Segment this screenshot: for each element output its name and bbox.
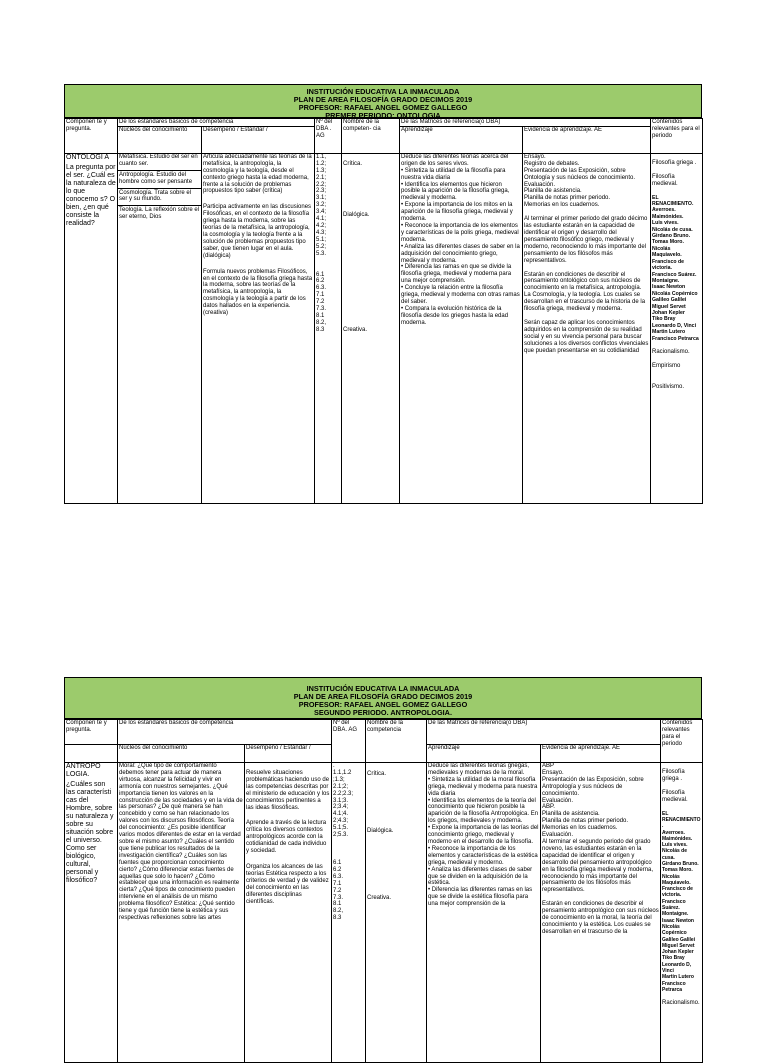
dba-code: 4.3; — [316, 229, 327, 236]
nombre-cell — [366, 763, 427, 1063]
contenido-item: Filosofía griega . — [652, 159, 697, 166]
dba-code: 8.2, — [316, 319, 327, 326]
dba-code: 1.1, — [316, 153, 327, 160]
contenido-item: Francisco Petrarca — [662, 980, 686, 993]
dba-code: 2.2;2.3; — [333, 790, 354, 797]
contenidos-cell — [651, 153, 703, 503]
dba-code: 2;4.3; — [333, 818, 349, 825]
header-line: PROFESOR: RAFAEL ANGEL GOMEZ GALLEGO — [298, 700, 468, 709]
header-line: PROFESOR: RAFAEL ANGEL GOMEZ GALLEGO — [298, 103, 468, 112]
aprendizaje-item: • Sintetiza la utilidad de la moral filosofía griega, medieval y moderna para nuestra vida diaria — [428, 776, 538, 797]
contenido-item: Nicolás Maquiavelo. — [652, 245, 682, 259]
contenido-item: Francisco Petrarca — [652, 335, 699, 342]
contenido-item: Miguel Servet — [662, 942, 695, 949]
dba-code: 1.3; — [316, 167, 327, 174]
contenido-item: Girdano Bruno. — [652, 233, 691, 240]
dba-code: 7.1 — [316, 292, 325, 299]
dba-code: 1.2; — [316, 160, 327, 167]
evidencia-cell — [541, 763, 661, 1063]
col-header-componente: Componen te y pregunta. — [65, 119, 118, 154]
dba-code: . — [333, 763, 335, 769]
contenido-item: Averroes. — [662, 829, 685, 836]
dba-code: 8.3 — [316, 326, 325, 333]
col-header-nombre: Nombre de la competen- cia — [342, 119, 400, 154]
contenido-item: Racionalismo. — [662, 1000, 700, 1007]
contenido-item: Filosofía medieval. — [652, 173, 678, 187]
dba-cell — [332, 763, 366, 1063]
col-header-matrices: De las Matrices de referencia(o DBA) — [427, 720, 661, 745]
aprendizaje-item: • Analiza las diferentes clases de saber que se dividen en la adquisición de la estética. — [428, 866, 533, 887]
contenido-item: Girdano Bruno. — [662, 861, 699, 867]
contenido-item: Francisco Suárez. — [662, 898, 686, 912]
sheet-header — [64, 677, 702, 719]
contenido-item: Nicolás de cusa. — [662, 848, 688, 861]
aprendizaje-cell — [400, 153, 523, 503]
evidencia-item: Presentación de las Exposición, sobre Antropología y sus núcleos de conocimiento. — [542, 776, 644, 797]
dba-code: 4.1; — [316, 216, 327, 223]
aprendizaje-item: • Expone la importancia de los mitos en la aparición de la filosofía griega, medieval y moderna. — [401, 202, 513, 223]
nucleos-cell: Moral: ¿Qué tipo de comportamiento debemos tener para actuar de manera virtuosa, alcanzar la felicidad y vivir en armonía con nuestros semejantes. ¿Qué importancia tienen los valores en la construcción de las sociedades y en la vida de las personas? ¿De qué manera se han concebido y como se han relacionado los valores con los discursos filosóficos. Teoría del conocimiento: ¿Es posible identificar varios modos diferentes de estar en la verdad sobre el mismo asunto? ¿Cuáles el sentido que tiene publicar los resultados de la investigación científica? ¿Cuáles son las fuentes que proporcionan conocimiento cierto? ¿Cómo diferenciar estas fuentes de aquellas que solo lo hacen? ¿Cómo establecer que una información es realmente cierta? ¿Qué tipos de conocimiento pueden interviene en el análisis de un mismo problema filosófico? Estética: ¿Qué sentido tiene y qué función tiene la estética y sus respectivas reflexiones sobre las artes — [118, 763, 245, 1063]
dba-code: 1.1,1.2 — [333, 769, 352, 776]
contenido-item: Empirismo — [652, 362, 681, 369]
contenido-item: Nicolás Maquiavelo. — [662, 873, 691, 886]
evidencia-item: Planilla de asistencia. — [542, 811, 600, 818]
dba-code: 3.4; — [316, 209, 327, 216]
dba-code: 2.3; — [316, 188, 327, 195]
contenido-item: Maimónides. — [662, 835, 693, 842]
aprendizaje-item: Deduce las diferentes teorías griegas, medievales y modernas de la moral. — [428, 763, 530, 776]
desempeno-item: Articula adecuadamente las teorías de la metafísica, la antropología, la cosmología y la teología, desde el contexto griego hasta la edad moderna, frente a la solución de problemas propuestos tipo saber (crítica) — [203, 153, 312, 195]
dba-code: 6.1 — [316, 271, 325, 278]
contenido-item: Nicolás Copérnico — [662, 923, 687, 937]
competencia-name: Creativa. — [343, 326, 368, 333]
dba-code: 2;5.3. — [333, 832, 349, 839]
dba-code: 5.2; — [316, 243, 327, 250]
dba-code: 2;3.4; — [333, 804, 349, 811]
componente-question: ¿Cuáles son las característi cas del Hombre, sobre su naturaleza y sobre su situación sobre el universo. Como ser biológico, cultural, personal y filosófico? — [66, 781, 114, 884]
componente-question: La pregunta por el ser. ¿Cuál es la naturaleza de lo que conocemo s? O bien, ¿en qué consiste la realidad? — [66, 163, 116, 227]
col-header-evidencia: Evidencia de aprendizaje. AE — [541, 745, 661, 763]
col-header-componente: Componen te y pregunta. — [65, 720, 118, 745]
contenido-item: Isaac Newton — [652, 284, 686, 291]
contenido-item: Tomas Moro. — [662, 867, 693, 874]
dba-code: 7.3. — [316, 306, 327, 313]
col-header-nucleos: Núcleos del conocimiento — [118, 126, 202, 153]
aprendizaje-item: • Concluye la relación entre la filosofía griega, medieval y moderna con otras ramas del saber. — [401, 285, 520, 305]
header-line: SEGUNDO PERIODO. ANTROPOLOGIA. — [314, 708, 452, 717]
col-header-matrices: De las Matrices de referencia(o DBA) — [400, 119, 651, 127]
contenido-item: Johan Kepler — [662, 949, 694, 956]
evidencia-item: Al terminar el primer periodo del grado décimo las estudiante estarán en la capacidad de identificar el origen y desarrollo del pensamiento filosófico griego, medieval y moderno, reconociendo lo más importante del pensamiento de los filósofos más representativos. — [524, 216, 648, 264]
dba-code: 6.1 — [333, 859, 342, 866]
componente-cell — [65, 763, 118, 1063]
col-header-contenidos: Contenidos relevantes para el periodo — [661, 720, 703, 763]
dba-code: 8.1 — [316, 312, 325, 319]
aprendizaje-item: • Analiza las diferentes clases de saber en la adquisición del conocimiento griego, medieval y moderna. — [401, 243, 520, 264]
aprendizaje-item: • Reconoce la importancia de los elementos y características de la polis griega, medieval moderna. — [401, 222, 519, 243]
dba-code: 3.1;3. — [333, 797, 349, 804]
contenido-item: Francisco Suárez. — [652, 271, 697, 278]
contenido-item: Francisco de victoria. — [662, 886, 693, 899]
contenido-item: Racionalismo. — [652, 348, 690, 355]
dba-code: 8.1 — [333, 901, 342, 908]
contenido-item: Montaigne. — [652, 277, 680, 284]
aprendizaje-item: • Identifica los elementos que hicieron posible la aparición de la filosofía griega, medieval y moderna. — [401, 181, 510, 202]
dba-code: 2.2; — [316, 181, 327, 188]
contenido-item: Johan Kepler — [652, 309, 685, 316]
dba-code: 5.3. — [316, 250, 327, 257]
componente-cell — [65, 153, 118, 503]
contenido-item: Miguel Servet — [652, 303, 686, 310]
contenido-item: Tiko Bray — [662, 955, 685, 962]
aprendizaje-item: • Diferencia las ramas en que se divide la filosofía griega, medieval y moderna para una mejor comprensión. — [401, 264, 512, 285]
contenido-item: Galileo Galilei — [652, 297, 687, 304]
evidencia-item: Evaluación. — [542, 797, 574, 804]
contenido-item: Averroes. — [652, 207, 676, 214]
col-header-contenidos: Contenidos relevantes para el periodo — [651, 119, 703, 154]
header-line: PLAN DE AREA FILOSOFÍA GRADO DECIMOS 2019 — [293, 95, 473, 104]
contenido-item: Martin Lutero — [662, 974, 694, 981]
nucleo-item: Cosmología. Trata sobre el ser y su mundo. — [119, 189, 192, 203]
dba-code: 7.3. — [333, 894, 344, 901]
evidencia-item: Planilla de asistencia. — [524, 188, 582, 195]
plan-sheet-period-2 — [64, 677, 702, 1063]
desempeno-item: Participa activamente en las discusiones Filosóficas, en el contexto de la filosofía griega hasta la moderna, sobre las teorías de la metafísica, la antropología, la cosmología y la teología frente a la solución de problemas propuestos tipo saber, que tienen lugar en el aula. (dialógica) — [203, 204, 312, 259]
evidencia-item: Memorias en los cuadernos. — [524, 202, 600, 209]
evidencia-item: ABP. — [542, 804, 555, 811]
contenido-item: EL RENACIMIENTO. — [662, 810, 701, 830]
evidencia-item: Planilla de notas primer periodo. — [524, 195, 611, 202]
aprendizaje-item: • Identifica los elementos de la teoría del conocimiento que hicieron posible la aparición de la filosofía Antropológica. En los griegos, medievales y moderna. — [428, 797, 539, 825]
col-header-desempeno: Desempeño / Estándar / — [245, 745, 332, 763]
dba-code: 8.2, — [333, 908, 344, 915]
contenido-item: Francisco de victoria. — [652, 258, 685, 272]
dba-code: 2.1; — [316, 174, 327, 181]
dba-code: 7.2 — [316, 299, 325, 306]
nucleo-item: Teología. La reflexión sobre el ser eterno, Dios — [119, 207, 200, 221]
dba-code: 7.1 — [333, 880, 342, 887]
dba-code: 2.1;2; — [333, 783, 349, 790]
evidencia-item: Evaluación. — [542, 832, 574, 839]
contenido-item: Luis vives. — [652, 220, 679, 227]
evidencia-item: Estarán en condiciones de describir el pensamiento ontológico con sus núcleos de conocimiento en la metafísica, antropología. La Cosmología, y la teología. Los cuales se desarrollan en el trascurso de la historia de la filosofía griega, medieval y moderna. — [524, 271, 646, 313]
desempeno-item: Aprende a través de la lectura crítica los diversos contextos antropológicos acorde con la cotidianidad de cada individuo y sociedad. — [246, 820, 327, 855]
contenido-item: Filosofía griega . — [662, 769, 685, 782]
contenido-item: Leonardo D, Vinci — [652, 322, 697, 329]
evidencia-item: Presentación de las Exposición, sobre Ontología y sus núcleos de conocimiento. — [524, 167, 636, 181]
aprendizaje-cell — [427, 763, 541, 1063]
competencia-name: Dialógica. — [343, 211, 370, 218]
contenidos-cell — [661, 763, 703, 1063]
contenido-item: Nicolás de cusa. — [652, 226, 693, 233]
evidencia-item: Serán capaz de aplicar los conocimientos adquiridos en la comprensión de su realidad social y en su vivencia personal para buscar soluciones a los diversos conflictos vivenciales que puedan presentarse en su cotidianidad — [524, 319, 649, 354]
col-header-nucleos: Núcleos del conocimiento — [118, 745, 245, 763]
dba-code: 6.3. — [333, 873, 344, 880]
col-header-aprendizaje: Aprendizaje — [427, 745, 541, 763]
contenido-item: Montaigne. — [662, 911, 689, 918]
evidencia-item: Al terminar el segundo periodo del grado noveno, las estudiantes estarán en la capacidad de identificar el origen y desarrollo del pensamiento antropológico en la filosofía griega medieval y moderna, reconociendo lo más importante del pensamiento de los filósofos más representativos. — [542, 838, 654, 894]
col-header-estandares: De los estándares básicos de competencia — [118, 119, 315, 127]
contenido-item: Leonardo D, Vinci — [662, 961, 692, 975]
evidencia-item: Evaluación. — [524, 181, 556, 188]
contenido-item: Galileo Galilei — [662, 936, 696, 943]
dba-code: 4.2; — [316, 222, 327, 229]
dba-code: 5.1;5. — [333, 825, 349, 832]
dba-code: 8.3 — [333, 915, 342, 922]
col-header-evidencia: Evidencia de aprendizaje. AE — [523, 126, 651, 153]
plan-sheet-period-1 — [64, 84, 702, 504]
dba-code: ;1.3; — [333, 776, 345, 783]
dba-code: 5.1; — [316, 236, 327, 243]
desempeno-item: Resuelve situaciones problemáticas haciendo uso de las competencias descritas por el ministerio de educación y los conocimientos pertinentes a las ideas filosóficas. — [246, 770, 330, 811]
nucleos-cell — [118, 153, 202, 503]
evidencia-item: Ensayo. — [524, 153, 546, 160]
contenido-item: Nicolás Copérnico — [652, 290, 698, 297]
header-line: PREMER PERIODO: ONTOLOGIA — [325, 111, 441, 120]
aprendizaje-item: • Diferencia las diferentes ramas en las que se divide la estética filosofía para una mejor comprensión de la — [428, 887, 533, 908]
componente-title: ANTROPO LOGIA. — [66, 763, 101, 778]
dba-code: 3.2; — [316, 202, 327, 209]
dba-code: 6.2 — [333, 866, 342, 873]
evidencia-item: Registro de debates. — [524, 160, 580, 167]
col-header-dba: Nº del DBA . AG — [315, 119, 342, 154]
competencia-name: Creativa. — [367, 894, 392, 901]
dba-cell — [315, 153, 342, 503]
evidencia-item: Memorias en los cuadernos. — [542, 825, 618, 832]
evidencia-item: ABP — [542, 763, 555, 769]
nucleo-item: Metafísica. Estudio del ser en cuanto ser. — [119, 153, 198, 167]
desempeno-item: Organiza los alcances de las teorías Estética respecto a los criterios de verdad y de validez del conocimiento en las diferentes disciplinas científicas. — [246, 863, 329, 905]
contenido-item: EL RENACIMIENTO. — [652, 194, 694, 208]
componente-title: ONTOLOGI A — [66, 153, 110, 161]
competencia-name: Crítica. — [343, 160, 363, 167]
col-header-dba: Nº del DBA. AG — [332, 720, 366, 763]
plan-table — [64, 719, 703, 1063]
competencia-name: Crítica. — [367, 771, 387, 777]
nombre-cell — [342, 153, 400, 503]
contenido-item: Martin Lutero — [652, 329, 686, 336]
header-line: PLAN DE AREA FILOSOFÍA GRADO DECIMOS 2019 — [293, 692, 473, 701]
dba-code: 4.1;4. — [333, 811, 349, 818]
aprendizaje-item: • Sintetiza la utilidad de la filosofía para nuestra vida diaria — [401, 167, 506, 181]
contenido-item: Maimónides. — [652, 213, 684, 220]
dba-code: 6.2 — [316, 278, 325, 285]
contenido-item: Positivismo. — [652, 383, 685, 390]
contenido-item: Luis vives. — [662, 842, 688, 849]
desempeno-cell — [202, 153, 315, 503]
contenido-item: Tiko Bray — [652, 316, 676, 323]
plan-table — [64, 118, 703, 504]
aprendizaje-item: • Expone la importancia de las teorías del conocimiento griego, medieval y moderno en el desarrollo de la filosofía. — [428, 825, 539, 845]
desempeno-cell — [245, 763, 332, 1063]
evidencia-item: Planilla de notas primer periodo. — [542, 818, 629, 825]
desempeno-item: Formula nuevos problemas Filosóficos, en el contexto de la filosofía griega hasta la moderna, sobre las teorías de la metafísica, la antropología, la cosmología y la teología a partir de los datos hallados en la experiencia. (creativa) — [203, 268, 313, 317]
dba-code: 6.3. — [316, 285, 327, 292]
contenido-item: Tomas Moro. — [652, 239, 684, 246]
competencia-name: Dialógica. — [367, 827, 394, 834]
sheet-header — [64, 84, 702, 118]
evidencia-cell — [523, 153, 651, 503]
header-line: INSTITUCIÓN EDUCATIVA LA INMACULADA — [306, 87, 460, 96]
aprendizaje-item: • Reconoce la importancia de los elementos y características de la estética griega, medieval y moderno. — [428, 845, 538, 866]
col-header-estandares: De los estándares básicos de competencia — [118, 720, 332, 745]
aprendizaje-item: • Compara la evolución histórica de la filosofía desde los griegos hasta la edad moderna. — [401, 305, 509, 326]
contenido-item: Filosofía medieval. — [662, 789, 688, 803]
col-header-desempeno: Desempeño / Estándar / — [202, 126, 315, 153]
evidencia-item: Estarán en condiciones de describir el pensamiento antropológico con sus núcleos de conocimiento en la moral, la teoría del conocimiento y la estética. Los cuales se desarrollan en el trascurso de la — [542, 901, 659, 935]
evidencia-item: Ensayo. — [542, 769, 564, 776]
nucleo-item: Antropología. Estudio del hombre como ser pensante — [119, 171, 193, 185]
contenido-item: Isaac Newton — [662, 917, 694, 924]
col-header-aprendizaje: Aprendizaje — [400, 126, 523, 153]
dba-code: 3.1; — [316, 195, 327, 202]
dba-code: 7.2 — [333, 887, 342, 894]
header-line: INSTITUCIÓN EDUCATIVA LA INMACULADA — [306, 684, 460, 693]
aprendizaje-item: Deduce las diferentes teorías acerca del origen de los seres vivos. — [401, 153, 509, 167]
col-header-nombre: Nombre de la competencia — [366, 720, 427, 763]
